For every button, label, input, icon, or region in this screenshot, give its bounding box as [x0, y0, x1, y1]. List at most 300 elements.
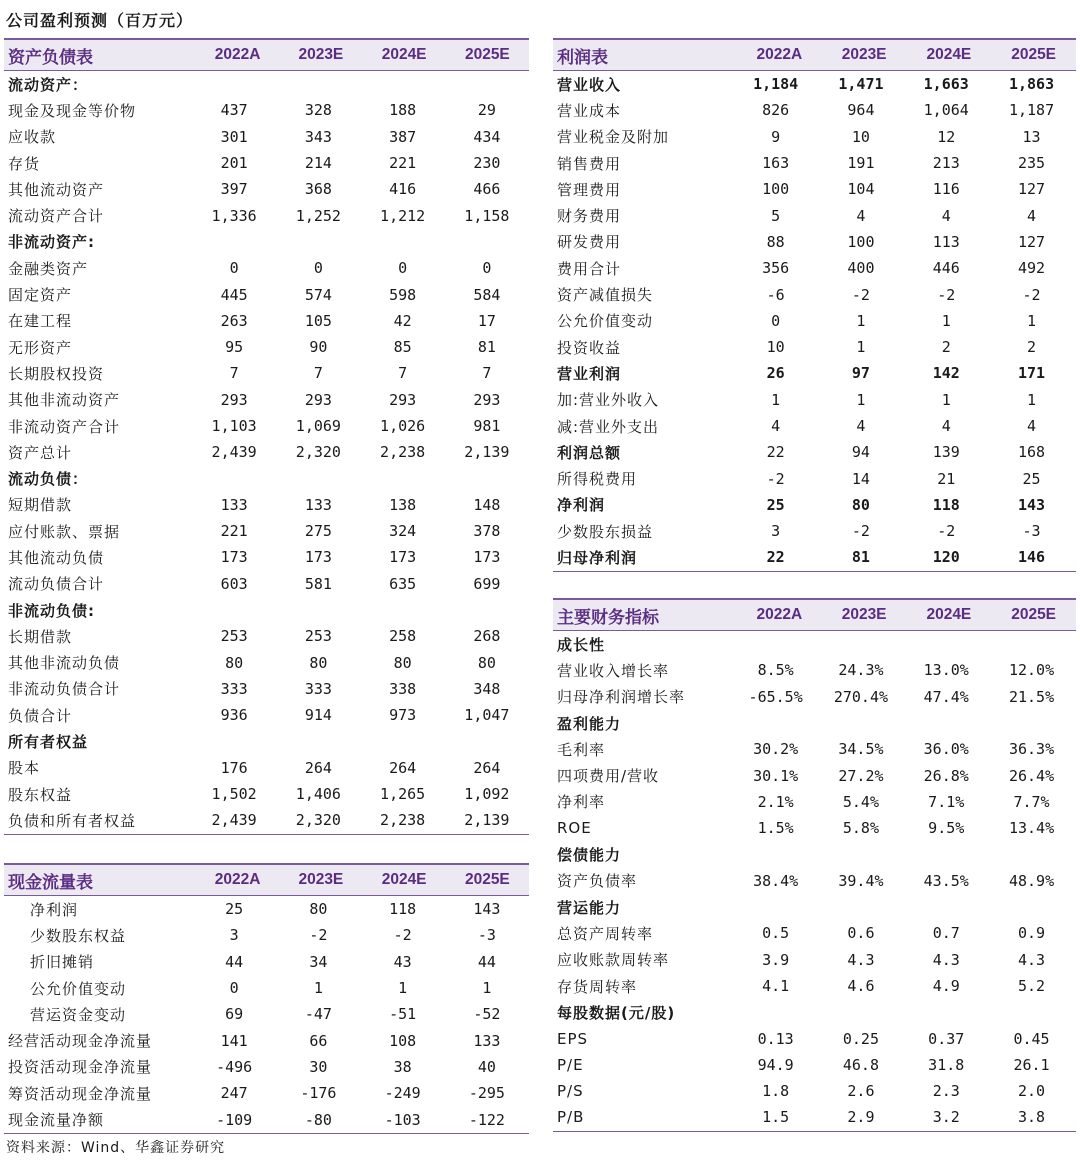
value-cell: 936: [220, 706, 248, 725]
value-cell: 26: [766, 364, 785, 383]
value-cell: 80: [393, 653, 412, 672]
value-cell: 3.2: [932, 1108, 960, 1127]
value-cell: 142: [932, 364, 960, 383]
value-cell: 264: [473, 758, 501, 777]
value-cell: 1: [1027, 390, 1037, 409]
table-row: [4, 518, 529, 544]
value-cell: -103: [384, 1110, 421, 1129]
table-row: [553, 947, 1076, 973]
value-cell: 914: [304, 706, 332, 725]
table-row: [4, 1106, 529, 1132]
value-cell: 7: [482, 364, 492, 383]
value-cell: 17: [477, 311, 496, 330]
value-cell: 36.0%: [923, 740, 969, 759]
row-label: 非流动资产合计: [8, 417, 121, 436]
row-label: 其他非流动资产: [8, 391, 121, 410]
row-label: 资产负债率: [557, 872, 638, 891]
row-label: 经营活动现金净流量: [8, 1032, 153, 1051]
value-cell: 328: [304, 101, 332, 120]
value-cell: 26.1: [1013, 1055, 1050, 1074]
value-cell: 7.7%: [1013, 792, 1050, 811]
value-cell: 127: [1017, 180, 1046, 199]
value-cell: 2: [941, 338, 951, 357]
value-cell: 80: [477, 653, 496, 672]
table-row: [553, 334, 1076, 360]
row-label: 公允价值变动: [557, 312, 654, 331]
value-cell: -249: [384, 1084, 421, 1103]
value-cell: 10: [766, 338, 785, 357]
value-cell: 90: [309, 338, 328, 357]
row-label: 股东权益: [8, 785, 73, 804]
value-cell: 973: [389, 706, 417, 725]
table-row: [4, 623, 529, 649]
row-label: 四项费用/营收: [557, 767, 660, 786]
value-cell: 338: [389, 679, 417, 698]
table-title: 主要财务指标: [557, 607, 659, 628]
value-cell: 30: [309, 1057, 328, 1076]
value-cell: -65.5%: [748, 687, 803, 706]
value-cell: 133: [220, 495, 248, 514]
value-cell: 293: [304, 390, 332, 409]
value-cell: 141: [220, 1031, 248, 1050]
value-cell: 2,139: [464, 443, 510, 462]
value-cell: 139: [932, 443, 960, 462]
value-cell: 2,439: [211, 443, 257, 462]
table-row: [4, 676, 529, 702]
value-cell: 221: [389, 154, 417, 173]
value-cell: -3: [1022, 522, 1041, 541]
table-row: [4, 922, 529, 948]
source-note: 资料来源：Wind、华鑫证券研究: [6, 1140, 226, 1156]
row-label: 净利润: [30, 900, 79, 919]
column-header: 2022A: [756, 46, 803, 63]
value-cell: 3: [229, 926, 239, 945]
value-cell: 191: [847, 154, 875, 173]
value-cell: 13.4%: [1008, 819, 1055, 838]
table-row: [4, 413, 529, 439]
value-cell: 1: [856, 338, 866, 357]
value-cell: 1: [856, 311, 866, 330]
value-cell: 3.9: [762, 950, 790, 969]
value-cell: 0.45: [1013, 1029, 1050, 1048]
value-cell: 826: [762, 101, 790, 120]
row-label: 所有者权益: [8, 733, 89, 752]
row-label: 非流动资产:: [8, 233, 95, 252]
row-label: 现金及现金等价物: [8, 101, 137, 120]
table-row: [4, 807, 529, 833]
value-cell: 3.8: [1017, 1108, 1046, 1127]
value-cell: 148: [473, 495, 501, 514]
row-label: 应收款: [8, 128, 57, 147]
table-row: [553, 360, 1076, 386]
row-label: 净利率: [557, 793, 606, 812]
value-cell: 2.1%: [757, 792, 794, 811]
table-header: [553, 38, 1076, 71]
value-cell: 3: [771, 522, 781, 541]
table-row: [553, 684, 1076, 710]
value-cell: 29: [477, 101, 496, 120]
value-cell: 44: [225, 952, 244, 971]
row-label: 流动负债合计: [8, 575, 105, 594]
row-label: 营业收入: [557, 75, 622, 94]
row-label: 负债合计: [8, 706, 73, 725]
value-cell: -295: [468, 1084, 505, 1103]
value-cell: 188: [389, 101, 417, 120]
value-cell: 120: [932, 548, 960, 567]
table-row: [553, 150, 1076, 176]
section-row: [553, 439, 1076, 465]
section-row: [553, 631, 1076, 657]
value-cell: 30.2%: [753, 740, 799, 759]
row-label: 负债和所有者权益: [8, 811, 137, 830]
table-row: [553, 308, 1076, 334]
value-cell: 378: [473, 522, 501, 541]
cash-flow-table: [4, 863, 529, 1134]
value-cell: 127: [1017, 232, 1046, 251]
value-cell: 27.2%: [838, 766, 884, 785]
value-cell: 2.9: [847, 1108, 875, 1127]
row-label: EPS: [557, 1029, 589, 1048]
row-label: 成长性: [557, 635, 606, 654]
value-cell: 1,103: [211, 417, 257, 435]
table-row: [4, 781, 529, 807]
row-label: 归母净利润: [557, 548, 638, 567]
value-cell: 0.6: [847, 924, 875, 943]
value-cell: 8.5%: [757, 661, 794, 680]
value-cell: 584: [473, 285, 501, 304]
table-title: 现金流量表: [8, 872, 93, 893]
value-cell: 699: [473, 574, 501, 593]
value-cell: 1: [941, 390, 951, 409]
table-row: [553, 71, 1076, 97]
row-label: 销售费用: [557, 154, 622, 173]
value-cell: 1.5%: [757, 819, 794, 838]
table-row: [4, 124, 529, 150]
table-row: [4, 492, 529, 518]
section-row: [553, 999, 1076, 1025]
row-label: 研发费用: [557, 233, 622, 252]
value-cell: 603: [220, 574, 248, 593]
value-cell: 26.4%: [1008, 766, 1055, 785]
row-label: 金融类资产: [8, 259, 89, 278]
row-label: 股本: [8, 759, 41, 778]
table-row: [553, 1025, 1076, 1051]
value-cell: 133: [304, 495, 332, 514]
value-cell: 13: [1022, 127, 1041, 146]
value-cell: 0.9: [1017, 924, 1046, 943]
row-label: 其他流动负债: [8, 548, 105, 567]
table-row: [4, 150, 529, 176]
value-cell: -2: [937, 522, 956, 541]
table-row: [4, 1001, 529, 1027]
value-cell: 2.6: [847, 1082, 875, 1101]
row-label: 其他非流动负债: [8, 654, 121, 673]
income-statement-table: [553, 38, 1076, 572]
value-cell: 293: [389, 390, 417, 409]
value-cell: 4: [941, 417, 951, 435]
row-label: 固定资产: [8, 286, 73, 305]
value-cell: 168: [1017, 443, 1046, 462]
value-cell: 14: [851, 469, 870, 488]
table-title: 资产负债表: [8, 47, 93, 68]
value-cell: 173: [389, 548, 417, 567]
value-cell: -2: [393, 926, 412, 945]
column-header: 2025E: [1011, 46, 1057, 63]
value-cell: 0: [313, 259, 323, 278]
row-label: 流动资产合计: [8, 207, 105, 226]
value-cell: 1: [398, 979, 408, 998]
row-label: 少数股东损益: [557, 522, 654, 541]
row-label: 筹资活动现金净流量: [8, 1084, 153, 1103]
row-label: 非流动负债:: [8, 601, 95, 620]
value-cell: 214: [304, 154, 332, 173]
table-row: [4, 702, 529, 728]
value-cell: 100: [847, 232, 875, 251]
row-label: 存货: [8, 154, 41, 173]
value-cell: 100: [762, 180, 790, 199]
row-label: 应付账款、票据: [8, 522, 121, 541]
value-cell: 1,336: [211, 206, 257, 225]
value-cell: 4: [771, 417, 781, 435]
row-label: 流动资产：: [8, 75, 89, 94]
column-header: 2024E: [926, 606, 972, 623]
value-cell: 97: [851, 364, 870, 383]
value-cell: 0.25: [842, 1029, 879, 1048]
value-cell: 437: [220, 101, 248, 120]
value-cell: -6: [766, 285, 785, 304]
value-cell: 80: [309, 900, 328, 919]
value-cell: 1: [482, 979, 492, 998]
column-header: 2025E: [1011, 606, 1057, 623]
value-cell: 36.3%: [1008, 740, 1055, 759]
value-cell: 4.3: [932, 950, 960, 969]
table-row: [553, 255, 1076, 281]
value-cell: 34: [309, 952, 328, 971]
value-cell: 38.4%: [753, 871, 799, 890]
row-label: 非流动负债合计: [8, 680, 121, 699]
value-cell: 12: [937, 127, 956, 146]
value-cell: 324: [389, 522, 417, 541]
value-cell: 81: [851, 548, 870, 567]
table-title: 利润表: [557, 47, 608, 68]
table-row: [553, 229, 1076, 255]
value-cell: 348: [473, 679, 501, 698]
table-row: [4, 650, 529, 676]
value-cell: 2,320: [295, 443, 341, 462]
value-cell: 13.0%: [923, 661, 969, 680]
value-cell: 34.5%: [838, 740, 884, 759]
table-row: [553, 544, 1076, 570]
row-label: 管理费用: [557, 180, 622, 199]
table-row: [4, 360, 529, 386]
value-cell: 445: [220, 285, 248, 304]
value-cell: 9.5%: [928, 819, 965, 838]
value-cell: 116: [932, 180, 960, 199]
value-cell: -2: [766, 469, 785, 488]
table-row: [553, 281, 1076, 307]
value-cell: -51: [389, 1005, 417, 1024]
value-cell: 253: [220, 627, 248, 646]
table-row: [4, 949, 529, 975]
table-row: [4, 176, 529, 202]
value-cell: 235: [1017, 154, 1046, 173]
section-row: [4, 597, 529, 623]
table-row: [553, 973, 1076, 999]
value-cell: -80: [304, 1110, 332, 1129]
value-cell: 25: [1022, 469, 1041, 488]
row-label: 营业收入增长率: [557, 661, 670, 680]
value-cell: 21.5%: [1008, 687, 1055, 706]
row-label: ROE: [557, 819, 592, 838]
value-cell: 416: [389, 180, 417, 199]
value-cell: 94.9: [757, 1055, 794, 1074]
value-cell: 4.3: [847, 950, 875, 969]
section-row: [4, 728, 529, 754]
row-label: 无形资产: [8, 338, 73, 357]
value-cell: 1: [771, 390, 781, 409]
value-cell: 1,069: [295, 417, 341, 435]
row-label: 其他流动资产: [8, 180, 105, 199]
value-cell: 146: [1017, 548, 1046, 567]
table-row: [4, 439, 529, 465]
value-cell: 400: [847, 259, 875, 278]
table-row: [4, 1027, 529, 1053]
key-metrics-table: [553, 598, 1076, 1132]
value-cell: 9: [771, 127, 781, 146]
value-cell: 397: [220, 180, 248, 199]
value-cell: 492: [1017, 259, 1046, 278]
row-label: 利润总额: [557, 443, 622, 462]
section-row: [4, 229, 529, 255]
value-cell: 1,212: [380, 206, 426, 225]
table-header: [553, 598, 1076, 631]
value-cell: 4: [941, 206, 951, 225]
value-cell: 69: [225, 1005, 244, 1024]
value-cell: 581: [304, 574, 332, 593]
value-cell: 258: [389, 627, 417, 646]
value-cell: 0.7: [932, 924, 960, 943]
table-row: [553, 815, 1076, 841]
value-cell: 43: [393, 952, 412, 971]
value-cell: 66: [309, 1031, 328, 1050]
value-cell: 105: [304, 311, 332, 330]
table-row: [553, 868, 1076, 894]
value-cell: 4.1: [762, 977, 790, 995]
section-row: [4, 465, 529, 491]
value-cell: 25: [766, 495, 785, 514]
table-row: [553, 202, 1076, 228]
row-label: 费用合计: [557, 259, 622, 278]
value-cell: 88: [766, 232, 785, 251]
table-row: [4, 755, 529, 781]
value-cell: 2.3: [932, 1082, 960, 1101]
value-cell: 4.3: [1017, 950, 1046, 969]
value-cell: 21: [937, 469, 956, 488]
value-cell: 301: [220, 127, 248, 146]
value-cell: 635: [389, 574, 417, 593]
value-cell: 1,863: [1008, 75, 1055, 94]
value-cell: 0: [229, 259, 239, 278]
table-row: [4, 896, 529, 922]
table-row: [553, 413, 1076, 439]
value-cell: 133: [473, 1031, 501, 1050]
table-header: [4, 38, 529, 71]
row-label: 在建工程: [8, 312, 73, 331]
column-header: 2022A: [214, 46, 261, 63]
table-row: [553, 789, 1076, 815]
value-cell: 0: [398, 259, 408, 278]
value-cell: 7: [398, 364, 408, 383]
column-header: 2025E: [464, 46, 510, 63]
value-cell: -176: [300, 1084, 337, 1103]
value-cell: 1,502: [211, 785, 257, 804]
row-label: 长期借款: [8, 627, 73, 646]
value-cell: 1.8: [762, 1082, 790, 1101]
value-cell: 163: [762, 154, 790, 173]
section-row: [4, 71, 529, 97]
value-cell: 264: [304, 758, 332, 777]
row-label: 流动负债：: [8, 470, 89, 489]
value-cell: 118: [389, 900, 417, 919]
value-cell: 0.13: [757, 1029, 794, 1048]
value-cell: 1: [856, 390, 866, 409]
column-header: 2023E: [841, 606, 887, 623]
table-row: [4, 255, 529, 281]
value-cell: -2: [309, 926, 328, 945]
value-cell: -2: [851, 522, 870, 541]
value-cell: 1,047: [464, 706, 510, 725]
table-row: [4, 387, 529, 413]
value-cell: -2: [851, 285, 870, 304]
table-row: [553, 657, 1076, 683]
value-cell: 598: [389, 285, 417, 304]
table-row: [553, 736, 1076, 762]
value-cell: 26.8%: [923, 766, 969, 785]
row-label: 营业成本: [557, 101, 622, 120]
section-row: [553, 710, 1076, 736]
value-cell: 5: [771, 206, 781, 225]
value-cell: 1,064: [923, 101, 969, 120]
value-cell: 104: [847, 180, 875, 199]
value-cell: 230: [473, 154, 501, 173]
row-label: 加:营业外收入: [557, 391, 660, 410]
value-cell: 263: [220, 311, 248, 330]
value-cell: 293: [473, 390, 501, 409]
table-row: [4, 308, 529, 334]
value-cell: 31.8: [928, 1055, 965, 1074]
row-label: 营运能力: [557, 898, 622, 917]
value-cell: 0: [482, 259, 492, 278]
value-cell: 1,187: [1008, 101, 1055, 120]
value-cell: 171: [1017, 364, 1046, 383]
value-cell: 201: [220, 154, 248, 173]
value-cell: 333: [220, 679, 248, 698]
value-cell: 0.5: [762, 924, 790, 943]
value-cell: -109: [216, 1110, 253, 1129]
value-cell: 7: [313, 364, 323, 383]
value-cell: 46.8: [842, 1055, 879, 1074]
row-label: 投资活动现金净流量: [8, 1058, 153, 1077]
value-cell: 964: [847, 101, 875, 120]
value-cell: 981: [473, 417, 501, 435]
value-cell: 7: [229, 364, 239, 383]
row-label: 营业税金及附加: [557, 128, 670, 147]
value-cell: 4.6: [847, 977, 875, 995]
value-cell: 1: [941, 311, 951, 330]
value-cell: 5.4%: [842, 792, 879, 811]
value-cell: -52: [473, 1005, 501, 1024]
row-label: 长期股权投资: [8, 364, 105, 383]
